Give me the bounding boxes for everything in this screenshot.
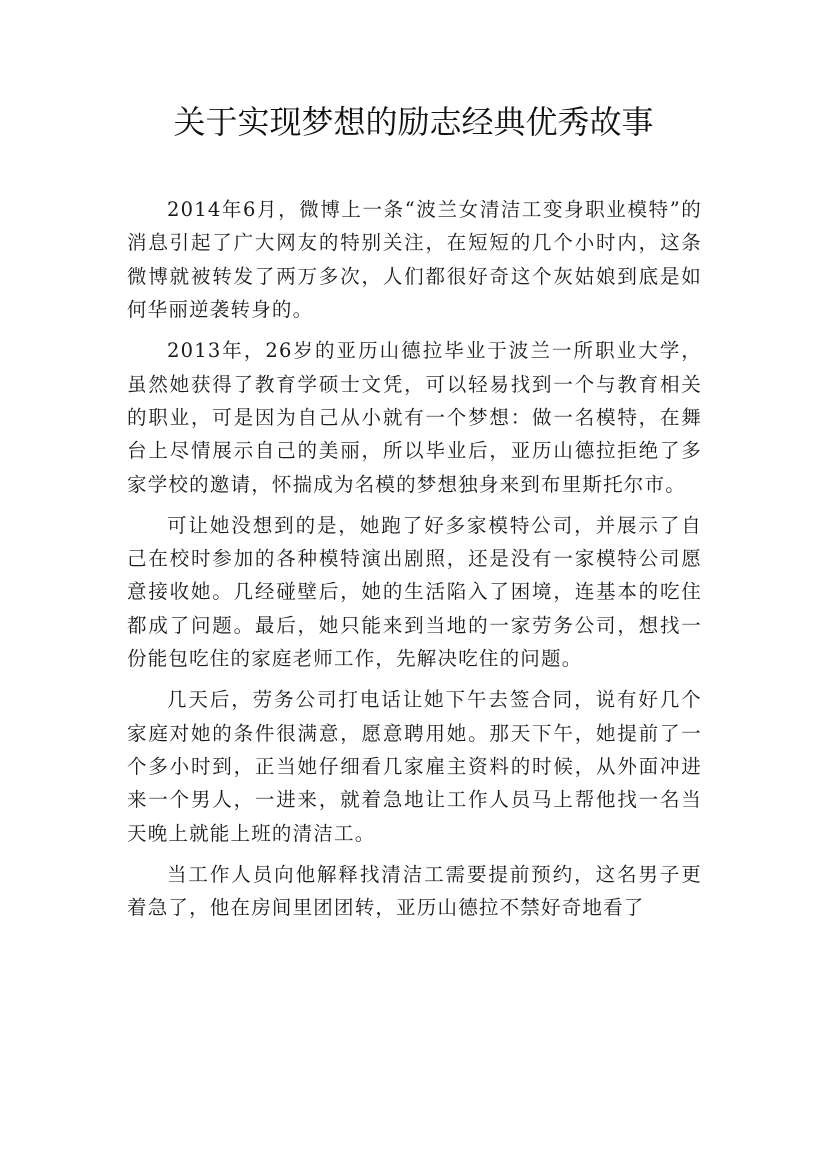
document-body (127, 193, 702, 932)
paragraph-2: 2013年，26岁的亚历山德拉毕业于波兰一所职业大学，虽然她获得了教育学硕士文凭，可以轻易找到一个与教育相关的职业，可是因为自己从小就有一个梦想：做一名模特，在舞台上尽情展示自己的美丽，所以毕业后，亚历山德拉拒绝了多家学校的邀请，怀揣成为名模的梦想独身来到布里斯托尔市。 (127, 339, 702, 496)
paragraph-3: 可让她没想到的是，她跑了好多家模特公司，并展示了自己在校时参加的各种模特演出剧照，还是没有一家模特公司愿意接收她。几经碰壁后，她的生活陷入了困境，连基本的吃住都成了问题。最后，她只能来到当地的一家劳务公司，想找一份能包吃住的家庭老师工作，先解决吃住的问题。 (127, 513, 702, 671)
paragraph-5: 当工作人员向他解释找清洁工需要提前预约，这名男子更着急了，他在房间里团团转，亚历山德拉不禁好奇地看了 (127, 862, 702, 920)
document-title: 关于实现梦想的励志经典优秀故事 (173, 103, 654, 141)
paragraph-4: 几天后，劳务公司打电话让她下午去签合同，说有好几个家庭对她的条件很满意，愿意聘用她。那天下午，她提前了一个多小时到，正当她仔细看几家雇主资料的时候，从外面冲进来一个男人，一进来，就着急地让工作人员马上帮他找一名当天晚上就能上班的清洁工。 (127, 688, 702, 845)
paragraph-1: 2014年6月，微博上一条“波兰女清洁工变身职业模特”的消息引起了广大网友的特别关注，在短短的几个小时内，这条微博就被转发了两万多次，人们都很好奇这个灰姑娘到底是如何华丽逆袭转身的。 (127, 198, 702, 322)
